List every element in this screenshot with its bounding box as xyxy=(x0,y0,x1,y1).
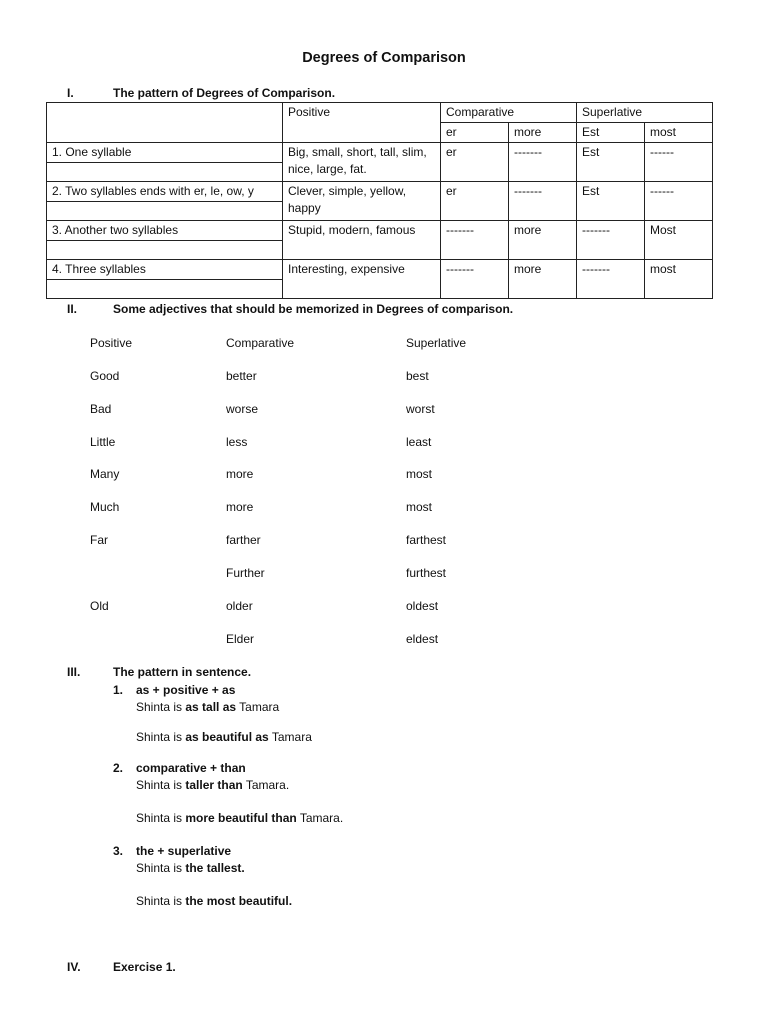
table-subheader-er: er xyxy=(441,123,509,143)
table-cell-comparative-er: ------- xyxy=(441,221,509,260)
adjective-superlative: eldest xyxy=(406,632,439,646)
adjective-comparative: less xyxy=(226,435,248,449)
pattern-item-number: 1. xyxy=(113,683,124,697)
example-sentence xyxy=(136,894,292,908)
adjectives-header-superlative: Superlative xyxy=(406,336,467,350)
section-4-heading: Exercise 1. xyxy=(113,960,176,974)
adjective-superlative: worst xyxy=(406,402,435,416)
table-header-positive: Positive xyxy=(283,103,441,143)
pattern-item-number: 3. xyxy=(113,844,124,858)
adjectives-header-positive: Positive xyxy=(90,336,133,350)
table-cell-superlative-est: Est xyxy=(577,182,645,221)
adjective-superlative: most xyxy=(406,500,433,514)
table-cell-superlative-est: ------- xyxy=(577,221,645,260)
table-header-superlative: Superlative xyxy=(577,103,713,123)
table-cell-type: 4. Three syllables xyxy=(47,260,283,280)
adjective-comparative: older xyxy=(226,599,253,613)
adjective-positive: Far xyxy=(90,533,108,547)
pattern-item-title: comparative + than xyxy=(136,761,246,775)
adjective-superlative: most xyxy=(406,467,433,481)
table-header-type xyxy=(47,103,283,143)
adjective-comparative: more xyxy=(226,467,254,481)
sentence-start: Shinta is xyxy=(136,894,186,908)
section-1-number: I. xyxy=(67,86,74,100)
sentence-start: Shinta is xyxy=(136,811,186,825)
sentence-end: Tamara. xyxy=(296,811,344,825)
table-row xyxy=(47,221,713,241)
table-cell-positive: Big, small, short, tall, slim, nice, large, fat. xyxy=(283,143,441,182)
table-subheader-est: Est xyxy=(577,123,645,143)
table-row xyxy=(47,143,713,163)
adjective-comparative: more xyxy=(226,500,254,514)
pattern-item-title: the + superlative xyxy=(136,844,232,858)
table-cell-superlative-est: Est xyxy=(577,143,645,182)
document-title: Degrees of Comparison xyxy=(302,50,466,66)
pattern-item-title: as + positive + as xyxy=(136,683,236,697)
table-header-comparative: Comparative xyxy=(441,103,577,123)
adjective-superlative: least xyxy=(406,435,432,449)
table-row xyxy=(47,182,713,202)
table-cell-empty xyxy=(47,280,283,299)
section-3-heading: The pattern in sentence. xyxy=(113,665,252,679)
table-cell-superlative-most: Most xyxy=(645,221,713,260)
sentence-emphasis: as tall as xyxy=(185,700,237,714)
table-cell-comparative-er: er xyxy=(441,182,509,221)
adjective-comparative: Further xyxy=(226,566,265,580)
sentence-end: Tamara. xyxy=(242,778,290,792)
table-cell-superlative-most: ------ xyxy=(645,143,713,182)
adjective-superlative: farthest xyxy=(406,533,447,547)
table-cell-comparative-more: more xyxy=(509,260,577,299)
adjective-positive: Old xyxy=(90,599,109,613)
sentence-emphasis: taller than xyxy=(185,778,243,792)
example-sentence xyxy=(136,700,279,714)
adjective-superlative: oldest xyxy=(406,599,439,613)
adjective-positive: Little xyxy=(90,435,116,449)
table-cell-type: 3. Another two syllables xyxy=(47,221,283,241)
table-cell-comparative-er: er xyxy=(441,143,509,182)
section-3-number: III. xyxy=(67,665,81,679)
adjective-positive: Good xyxy=(90,369,120,383)
table-cell-empty xyxy=(47,202,283,221)
section-1-heading: The pattern of Degrees of Comparison. xyxy=(113,86,336,100)
adjective-comparative: better xyxy=(226,369,257,383)
adjective-comparative: Elder xyxy=(226,632,255,646)
table-cell-positive: Stupid, modern, famous xyxy=(283,221,441,260)
pattern-item-number: 2. xyxy=(113,761,124,775)
example-sentence xyxy=(136,778,289,792)
sentence-emphasis: the most beautiful. xyxy=(185,894,293,908)
example-sentence xyxy=(136,861,245,875)
table-cell-comparative-more: ------- xyxy=(509,143,577,182)
adjective-superlative: best xyxy=(406,369,429,383)
table-cell-empty xyxy=(47,163,283,182)
table-cell-superlative-est: ------- xyxy=(577,260,645,299)
table-cell-positive: Interesting, expensive xyxy=(283,260,441,299)
table-cell-type: 2. Two syllables ends with er, le, ow, y xyxy=(47,182,283,202)
adjective-comparative: worse xyxy=(226,402,259,416)
sentence-start: Shinta is xyxy=(136,861,186,875)
table-cell-empty xyxy=(47,241,283,260)
table-cell-superlative-most: ------ xyxy=(645,182,713,221)
adjective-positive: Much xyxy=(90,500,120,514)
section-2-number: II. xyxy=(67,302,78,316)
table-header-row xyxy=(47,103,713,123)
table-cell-comparative-more: ------- xyxy=(509,182,577,221)
adjective-comparative: farther xyxy=(226,533,261,547)
sentence-emphasis: as beautiful as xyxy=(185,730,269,744)
table-subheader-most: most xyxy=(645,123,713,143)
sentence-end: Tamara xyxy=(268,730,312,744)
adjective-superlative: furthest xyxy=(406,566,447,580)
sentence-end: Tamara xyxy=(236,700,280,714)
adjective-positive: Many xyxy=(90,467,120,481)
sentence-emphasis: more beautiful than xyxy=(185,811,297,825)
sentence-start: Shinta is xyxy=(136,778,186,792)
sentence-start: Shinta is xyxy=(136,700,186,714)
section-2-heading: Some adjectives that should be memorized in Degrees of comparison. xyxy=(113,302,514,316)
table-cell-type: 1. One syllable xyxy=(47,143,283,163)
table-cell-positive: Clever, simple, yellow, happy xyxy=(283,182,441,221)
adjective-positive: Bad xyxy=(90,402,112,416)
table-subheader-more: more xyxy=(509,123,577,143)
sentence-emphasis: the tallest. xyxy=(185,861,245,875)
table-cell-comparative-er: ------- xyxy=(441,260,509,299)
sentence-start: Shinta is xyxy=(136,730,186,744)
adjectives-header-comparative: Comparative xyxy=(226,336,295,350)
table-cell-comparative-more: more xyxy=(509,221,577,260)
example-sentence xyxy=(136,730,312,744)
degrees-pattern-table xyxy=(46,102,713,299)
example-sentence xyxy=(136,811,343,825)
table-row xyxy=(47,260,713,280)
section-4-number: IV. xyxy=(67,960,81,974)
table-cell-superlative-most: most xyxy=(645,260,713,299)
